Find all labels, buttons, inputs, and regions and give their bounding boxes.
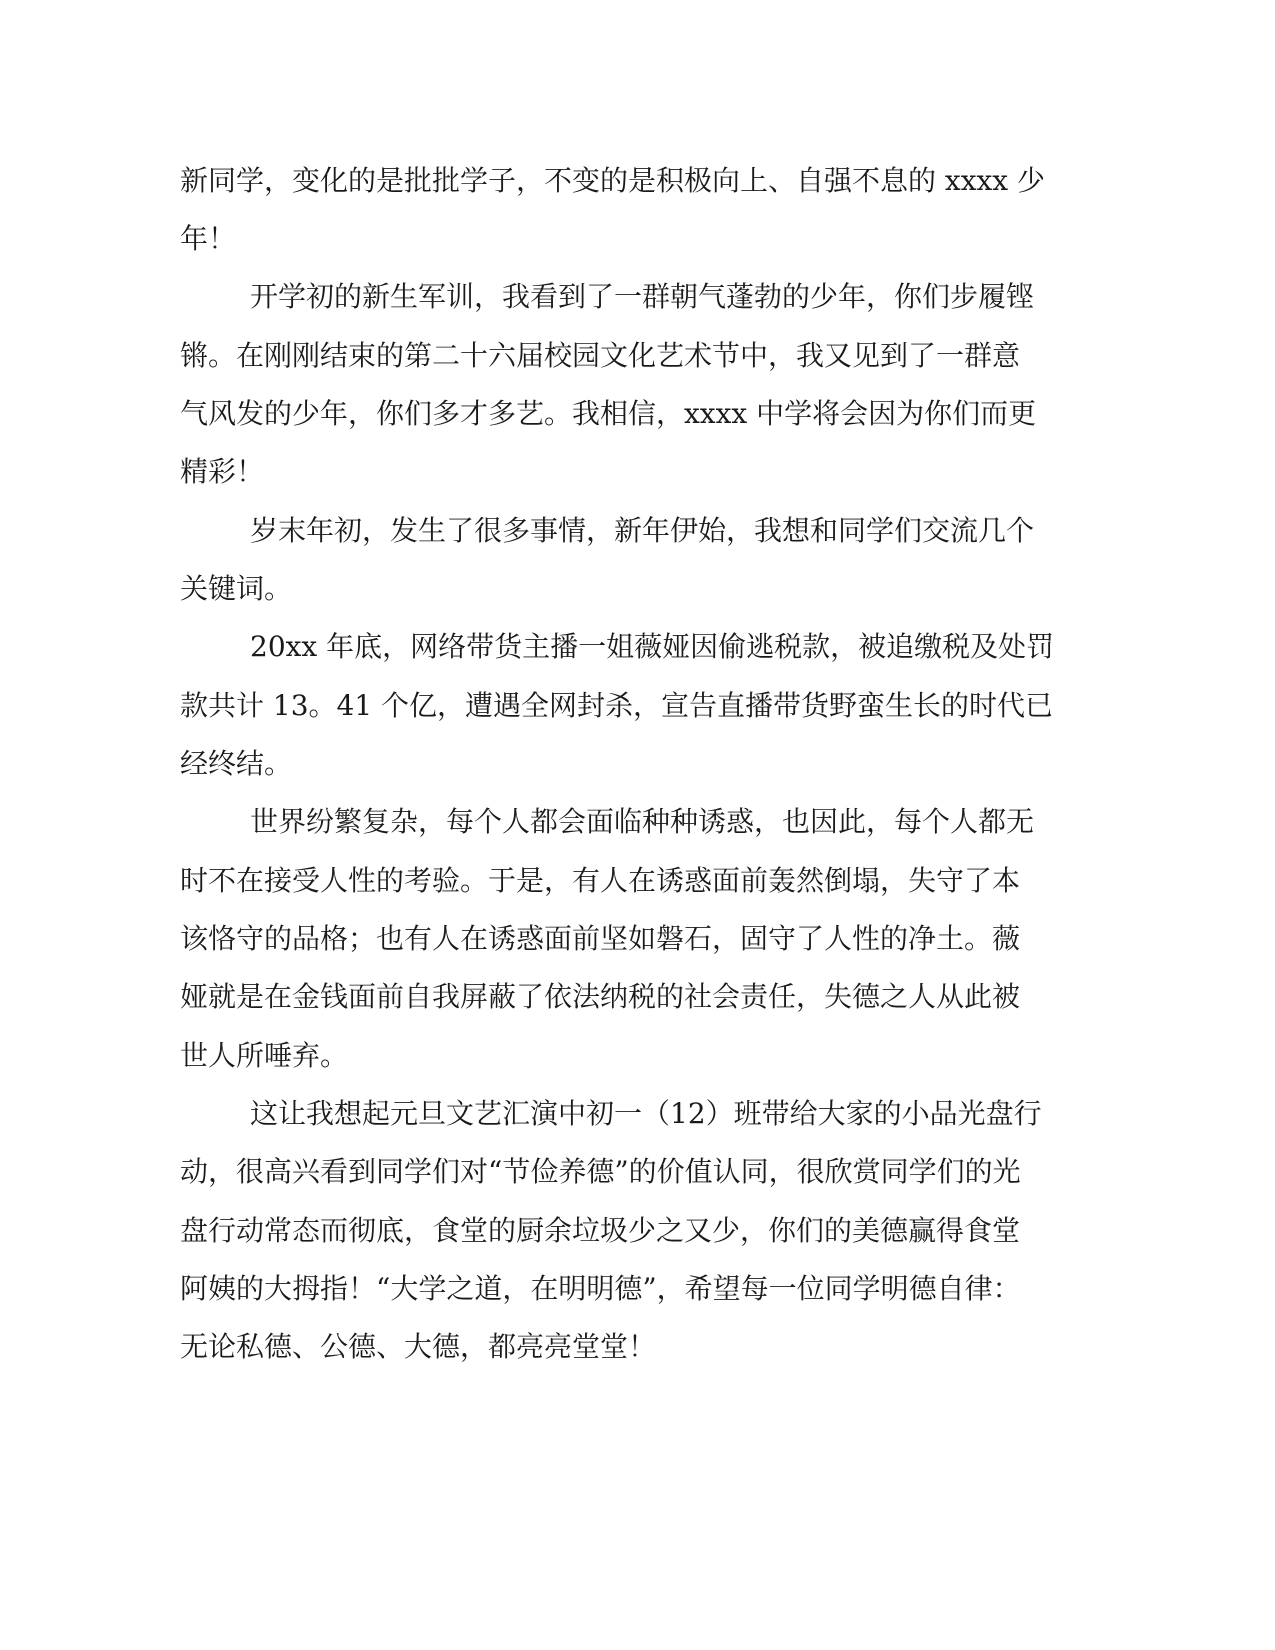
text-line: 岁末年初，发生了很多事情，新年伊始，我想和同学们交流几个 [250, 514, 1035, 547]
text-line: 世人所唾弃。 [180, 1039, 349, 1072]
text-line: 娅就是在金钱面前自我屏蔽了依法纳税的社会责任，失德之人从此被 [180, 980, 1021, 1013]
text-line: 世界纷繁复杂，每个人都会面临种种诱惑，也因此，每个人都无 [250, 805, 1035, 838]
text-line: 气风发的少年，你们多才多艺。我相信，xxxx 中学将会因为你们而更 [180, 397, 1037, 430]
text-line: 款共计 13。41 个亿，遭遇全网封杀，宣告直播带货野蛮生长的时代已 [180, 689, 1054, 722]
text-line: 20xx 年底，网络带货主播一姐薇娅因偷逃税款，被追缴税及处罚 [250, 630, 1055, 663]
text-line: 新同学，变化的是批批学子，不变的是积极向上、自强不息的 xxxx 少 [180, 164, 1045, 197]
text-line: 关键词。 [180, 572, 293, 605]
text-line: 年！ [180, 222, 237, 255]
text-line: 时不在接受人性的考验。于是，有人在诱惑面前轰然倒塌，失守了本 [180, 864, 1021, 897]
text-line: 这让我想起元旦文艺汇演中初一（12）班带给大家的小品光盘行 [250, 1097, 1042, 1130]
text-line: 无论私德、公德、大德，都亮亮堂堂！ [180, 1330, 657, 1363]
text-line: 盘行动常态而彻底，食堂的厨余垃圾少之又少，你们的美德赢得食堂 [180, 1214, 1021, 1247]
text-line: 动，很高兴看到同学们对“节俭养德”的价值认同，很欣赏同学们的光 [180, 1155, 1021, 1188]
text-line: 精彩！ [180, 455, 265, 488]
text-line: 该恪守的品格；也有人在诱惑面前坚如磐石，固守了人性的净土。薇 [180, 922, 1021, 955]
text-line: 锵。在刚刚结束的第二十六届校园文化艺术节中，我又见到了一群意 [180, 339, 1021, 372]
text-line: 开学初的新生军训，我看到了一群朝气蓬勃的少年，你们步履铿 [250, 280, 1035, 313]
text-line: 阿姨的大拇指！“大学之道，在明明德”，希望每一位同学明德自律： [180, 1272, 1021, 1305]
text-line: 经终结。 [180, 747, 293, 780]
